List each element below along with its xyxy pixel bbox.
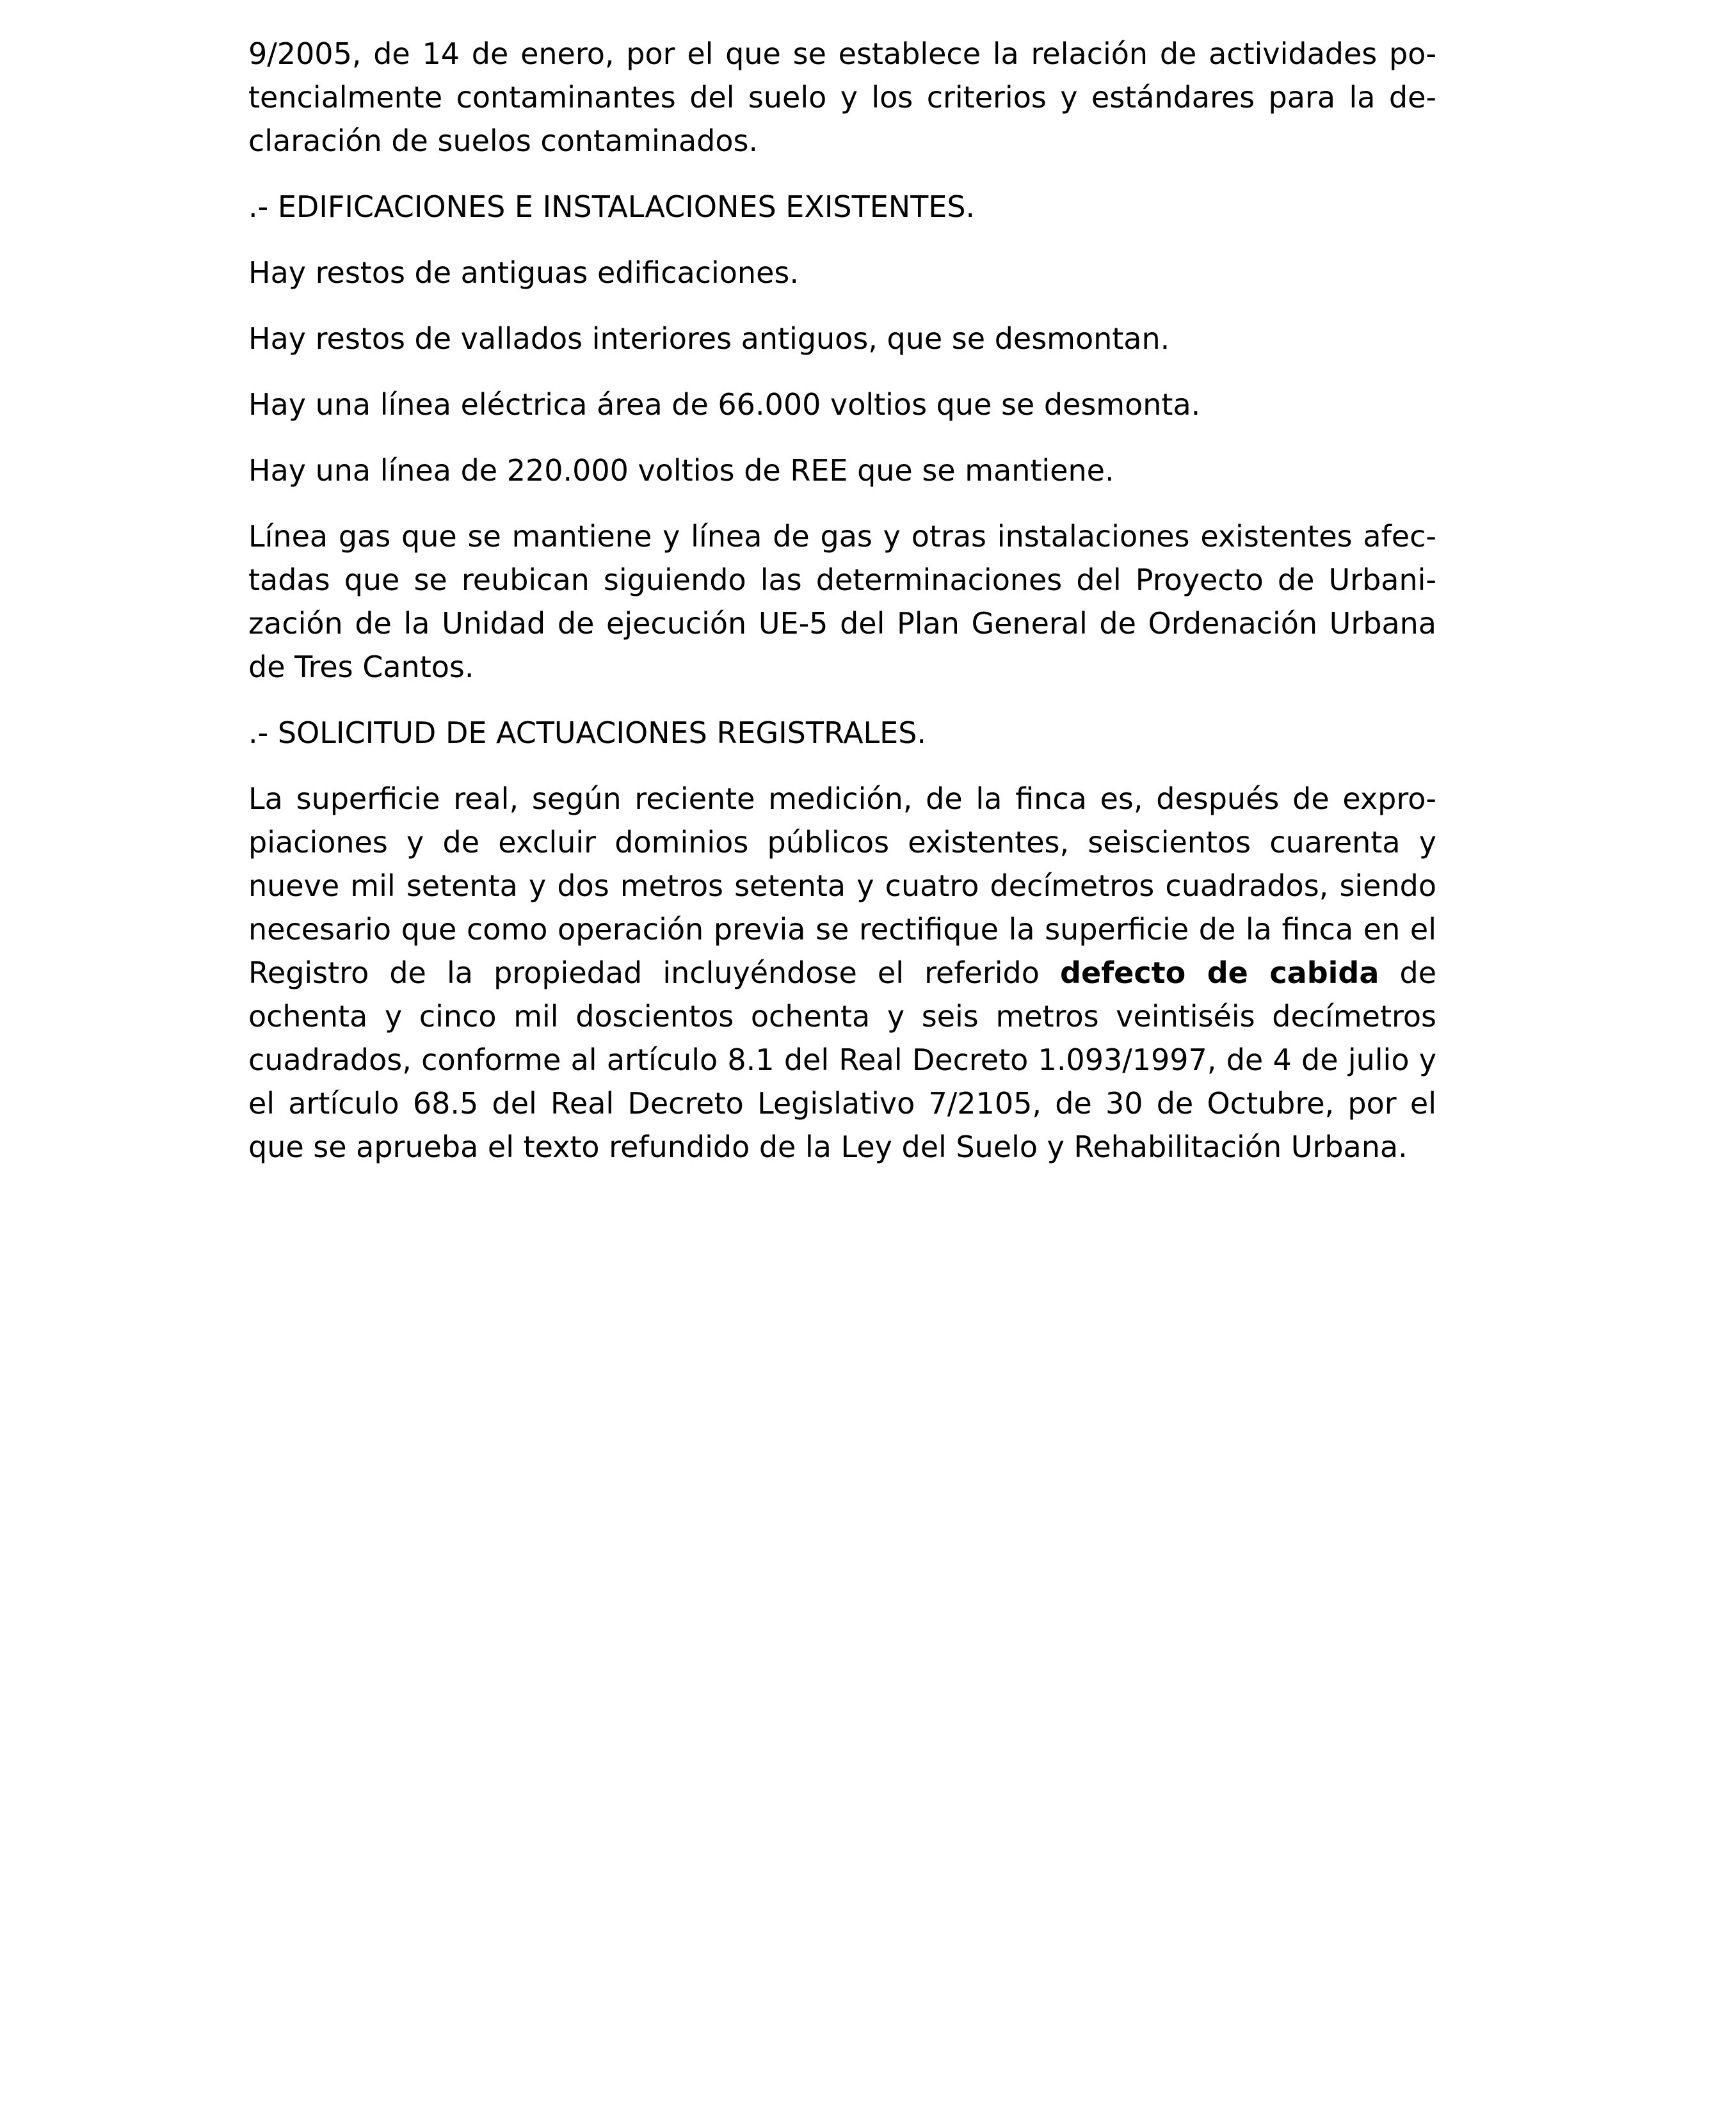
paragraph-soil-decree: 9/2005, de 14 de enero, por el que se establece la relación de actividades potencialmente contaminantes del suelo y los criterios y estándares para la declaración de suelos contaminados.: [248, 36, 1436, 158]
paragraph-gas-lines: Línea gas que se mantiene y línea de gas y otras instalaciones existentes afectadas que se reubican siguiendo las determinaciones del Proyecto de Urbanización de la Unidad de ejecución UE-5 del Plan General de Ordenación Urbana de Tres Cantos.: [248, 519, 1436, 684]
paragraph-real-surface-start: La superficie real, según reciente medición, de la finca es, después de expropiaciones y de excluir dominios públicos existentes, seiscientos cuarenta y nueve mil setenta y dos metros setenta y cuatro decímetros cuadrados, siendo necesario que como operación previa se rectifique la superficie de la finca en el Registro de la propiedad incluyéndose el referido: [248, 781, 1436, 990]
paragraph-old-fences: Hay restos de vallados interiores antiguos, que se desmontan.: [248, 321, 1170, 356]
paragraph-220kv-line: Hay una línea de 220.000 voltios de REE que se mantiene.: [248, 453, 1114, 488]
section-heading-registry-actions: .- SOLICITUD DE ACTUACIONES REGISTRALES.: [248, 716, 927, 750]
paragraph-real-surface: [248, 777, 1436, 1169]
bold-term-defecto-de-cabida: defecto de cabida: [1060, 956, 1379, 990]
document-body: [248, 32, 1436, 1191]
paragraph-old-buildings: Hay restos de antiguas edificaciones.: [248, 255, 799, 290]
paragraph-66kv-line: Hay una línea eléctrica área de 66.000 voltios que se desmonta.: [248, 387, 1201, 422]
paragraph-real-surface-end: de ochenta y cinco mil doscientos ochenta y seis metros veintiséis decímetros cuadrados, conforme al artículo 8.1 del Real Decreto 1.093/1997, de 4 de julio y el artículo 68.5 del Real Decreto Legislativo 7/2105, de 30 de Octubre, por el que se aprueba el texto refundido de la Ley del Suelo y Rehabilitación Urbana.: [248, 956, 1437, 1164]
section-heading-existing-buildings: .- EDIFICACIONES E INSTALACIONES EXISTENTES.: [248, 189, 976, 224]
